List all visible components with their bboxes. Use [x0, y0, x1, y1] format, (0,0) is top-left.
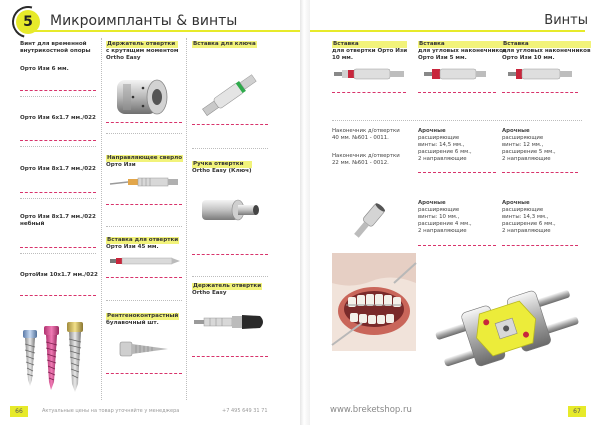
- dental-patient-photo: [332, 253, 416, 351]
- product-label: Вставка для отвертки Орто Изи 45 мм.: [106, 237, 179, 250]
- divider-line: [106, 277, 182, 278]
- divider-line: [20, 295, 96, 296]
- product-label: Вставка для отвертки Орто Изи 10 мм.: [332, 41, 408, 61]
- column-divider: [186, 38, 187, 400]
- dotted-divider: [192, 276, 268, 277]
- driver-insert-10mm-image: [332, 66, 408, 82]
- product-label: Держатель отвертки с крутящим моментом Ortho Easy: [106, 41, 179, 61]
- divider-line: [20, 90, 96, 91]
- section-number-badge: 5: [16, 10, 40, 34]
- product-label: Орто Изи 8x1.7 мм./022 небный: [20, 214, 96, 227]
- product-label: ОртоИзи 10x1.7 мм./022: [20, 272, 98, 278]
- product-label: Арочные расширяющие винты: 10 мм., расширение 4 мм., 2 направляющие: [418, 200, 472, 234]
- right-page: [310, 0, 600, 425]
- product-label: Арочные расширяющие винты: 14,3 мм., расширение 6 мм., 2 направляющие: [502, 200, 556, 234]
- product-label: Вставка для угловых наконечников Орто Изи 10 мм.: [502, 41, 591, 61]
- divider-line: [418, 92, 496, 93]
- dotted-divider: [332, 120, 582, 121]
- product-label: Рентгеноконтрастный булавочный шт.: [106, 313, 179, 326]
- divider-line: [192, 254, 268, 255]
- footer-note: Актуальные цены на товар уточняйте у менеджера: [42, 408, 180, 414]
- dotted-divider: [20, 96, 96, 97]
- dotted-divider: [20, 253, 96, 254]
- product-label: Наконечник д/отвертки 22 мм. №601 - 0012.: [332, 153, 400, 166]
- footer-page-number: 66: [10, 406, 28, 417]
- driver-handle-key-image: [198, 190, 264, 230]
- micro-implant-screws-image: [18, 318, 98, 396]
- header-underline: [310, 30, 585, 32]
- footer-phone: +7 495 649 31 71: [222, 408, 268, 414]
- divider-line: [20, 247, 96, 248]
- product-label: Вставка для угловых наконечников Орто Изи 5 мм.: [418, 41, 507, 61]
- arch-expansion-screw-image: [428, 276, 588, 386]
- divider-line: [192, 124, 268, 125]
- product-label: Ручка отвертки Ortho Easy (Ключ): [192, 161, 252, 174]
- header-underline: [30, 30, 300, 32]
- radiopaque-pin-image: [118, 336, 174, 362]
- divider-line: [192, 356, 268, 357]
- divider-line: [20, 192, 96, 193]
- driver-insert-45mm-image: [108, 254, 182, 268]
- product-label: Орто Изи 8x1.7 мм./022: [20, 166, 96, 172]
- dotted-divider: [192, 148, 268, 149]
- divider-line: [106, 122, 182, 123]
- divider-line: [502, 92, 578, 93]
- dotted-divider: [20, 198, 96, 199]
- product-label: Держатель отвертки Ortho Easy: [192, 283, 262, 296]
- product-label: Наконечник д/отвертки 40 мм. №601 - 0011.: [332, 128, 400, 141]
- product-label: Направляющее сверло Орто Изи: [106, 155, 183, 168]
- page-title: Винты: [544, 13, 588, 28]
- divider-line: [332, 92, 406, 93]
- footer-website: www.breketshop.ru: [330, 405, 412, 415]
- product-label: Арочные расширяющие винты: 14,5 мм., расширение 6 мм., 2 направляющие: [418, 128, 472, 162]
- dotted-divider: [106, 300, 182, 301]
- page-title: Микроимпланты & винты: [50, 13, 238, 29]
- product-label: Вставка для ключа: [193, 41, 256, 47]
- key-insert-image: [195, 66, 267, 122]
- divider-line: [418, 245, 496, 246]
- divider-line: [106, 204, 182, 205]
- dotted-divider: [20, 146, 96, 147]
- angle-handpiece-insert-10mm-image: [506, 66, 576, 82]
- divider-line: [502, 172, 578, 173]
- driver-tip-image: [350, 200, 386, 244]
- guide-drill-image: [108, 170, 182, 194]
- product-label: Арочные расширяющие винты: 12 мм., расширение 5 мм., 2 направляющие: [502, 128, 556, 162]
- driver-holder-black-handle-image: [192, 310, 268, 334]
- divider-line: [20, 140, 96, 141]
- torque-driver-holder-image: [113, 72, 179, 120]
- divider-line: [502, 245, 578, 246]
- angle-handpiece-insert-5mm-image: [422, 66, 488, 82]
- dotted-divider: [106, 226, 182, 227]
- divider-line: [418, 172, 496, 173]
- col1-header: Винт для временной внутрикостной опоры: [20, 41, 91, 54]
- dotted-divider: [106, 133, 182, 134]
- divider-line: [106, 373, 182, 374]
- product-label: Орто Изи 6x1.7 мм./022: [20, 115, 96, 121]
- product-label: Орто Изи 6 мм.: [20, 66, 69, 72]
- book-gutter: [300, 0, 310, 425]
- column-divider: [101, 38, 102, 400]
- footer-page-number: 67: [568, 406, 586, 417]
